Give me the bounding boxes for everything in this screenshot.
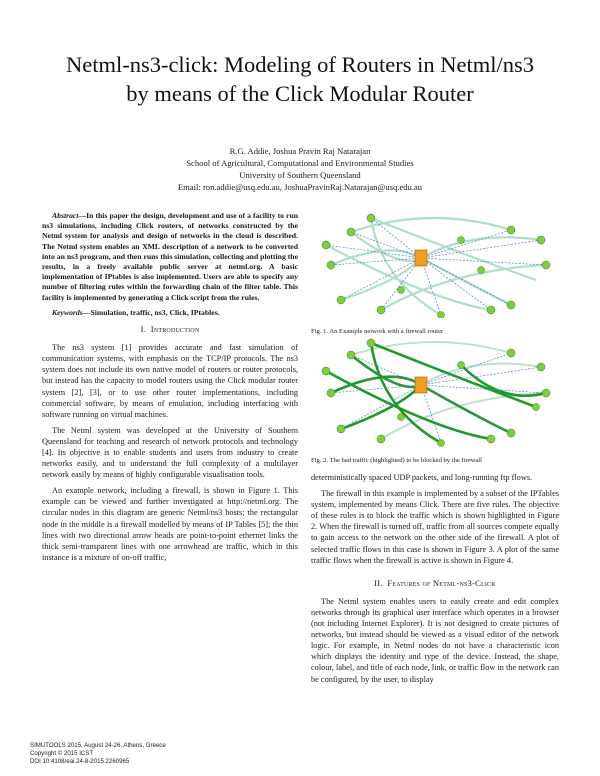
section-2-number: II. — [374, 577, 383, 588]
author-block — [120, 145, 480, 193]
section-1-heading — [42, 324, 298, 335]
normal-traffic-flows — [351, 342, 546, 439]
left-column — [42, 211, 298, 568]
section-1-paragraph-3: An example network, including a firewall, is shown in Figure 1. This example can be viewed and further investigated at http://netml.org. The circular nodes in this diagram are generic Netml/ns3 hosts; the rectangular node in the middle is a firewall modelled by means of IP Tables [5]; the thin lines with two directional arrow heads are point-to-point ethernet links the thick semi-transparent lines with one arrowhead are traffic, which in this instance is a mixture of on-off traffic, — [42, 486, 298, 562]
footer-conference: SIMUTOOLS 2015, August 24-26, Athens, Greece — [30, 742, 166, 749]
section-1-paragraph-1: The ns3 system [1] provides accurate and fast simulation of communication systems, with emphasis on the TCP/IP protocols. The ns3 system does not include its own native model of routers or router protocols, but instead has the capacity to model routers using the Click modular router system [2], [3], or to use other router implementations, including commercial software, by means of emulation, including interfacing with software running on virtual machines. — [42, 343, 298, 419]
firewall-node — [415, 250, 427, 266]
firewall-node-2 — [415, 377, 427, 393]
section-2-heading — [311, 578, 559, 589]
footer-doi: DOI 10.4108/eai.24-8-2015.2260965 — [30, 758, 130, 765]
section-2-title: Features of Netml-ns3-Click — [387, 577, 496, 588]
right-paragraph-2: The firewall in this example is implemented by a subset of the IPTables system, implemented by means Click. There are five rules. The objective of these rules is to block the traffic which is shown highlighted in Figure 2. When the firewall is turned off, traffic from all sources compete equally to gain access to the network on the other side of the firewall. A plot of selected traffic flows in this case is shown in Figure 3. A plot of the same traffic flows when the firewall is active is shown in Figure 4. — [311, 489, 559, 565]
paper-title — [40, 50, 560, 108]
author-names: R.G. Addie, Joshua Pravin Raj Natarajan — [229, 146, 371, 156]
figure-2-caption: Fig. 2. The bad traffic (highlighted) to be blocked by the firewall — [311, 457, 482, 464]
author-email: Email: ron.addie@usq.edu.au, JoshuaPravinRaj.Natarajan@usq.edu.au — [177, 182, 423, 192]
section-1-number: I. — [140, 324, 147, 335]
abstract-label: Abstract — [52, 211, 79, 220]
right-paragraph-1: deterministically spaced UDP packets, and long-running ftp flows. — [311, 473, 533, 482]
footer — [30, 742, 166, 766]
author-school: School of Agricultural, Computational and Environmental Studies — [186, 158, 414, 168]
keywords-text: —Simulation, traffic, ns3, Click, IPtables. — [82, 307, 220, 317]
figure-2 — [311, 335, 559, 465]
author-university: University of Southern Queensland — [239, 170, 361, 180]
title-line-1: Netml-ns3-click: Modeling of Routers in Netml/ns3 — [65, 52, 535, 77]
abstract-text: —In this paper the design, development and use of a facility to run ns3 simulations, including Click routers, of networks constructed by the Netml system for analysis and design of networks in the cloud is described. The Netml system enables an XML description of a network to be converted into an ns3 program, and then runs this simulation, collecting and plotting the results, in a freely available public server at netml.org. A basic implementation of IPtables is also implemented. Users are able to specify any number of filtering rules within the forwarding chain of the filter table. This facility is implemented by generating a Click script from the rules. — [42, 211, 298, 302]
abstract — [42, 211, 298, 303]
figure-2-network-diagram — [311, 335, 559, 447]
section-1-paragraph-2: The Netml system was developed at the University of Southern Queensland for teaching and research of network protocols and technology [4]. Its objective is to enable students and users from industry to create networks easily, and to understand the full complexity of a multilayer network easily by means of highly configurable visualisation tools. — [42, 425, 298, 480]
footer-copyright: Copyright © 2015 ICST — [30, 750, 94, 757]
right-column — [311, 472, 559, 690]
figure-1-network-diagram — [311, 210, 559, 318]
title-line-2: by means of the Click Modular Router — [126, 81, 474, 106]
keywords — [42, 308, 298, 318]
section-1-title: Introduction — [150, 324, 200, 335]
section-2-paragraph-1: The Netml system enables users to easily create and edit complex networks through its graphical user interface which operates in a browser (not including Internet Explorer). It is not designed to create pictures of networks, but instead should be viewed as a visual editor of the network logic. For example, in Netml nodes do not have a characteristic icon which displays the identity and type of the device. Instead, the shape, colour, label, and title of each node, link, or traffic flow in the network can be configured, by the user, to display — [311, 596, 559, 684]
figure-1-caption: Fig. 1. An Example network with a firewall router — [311, 328, 444, 335]
keywords-label: Keywords — [52, 307, 83, 317]
figure-1 — [311, 210, 559, 335]
